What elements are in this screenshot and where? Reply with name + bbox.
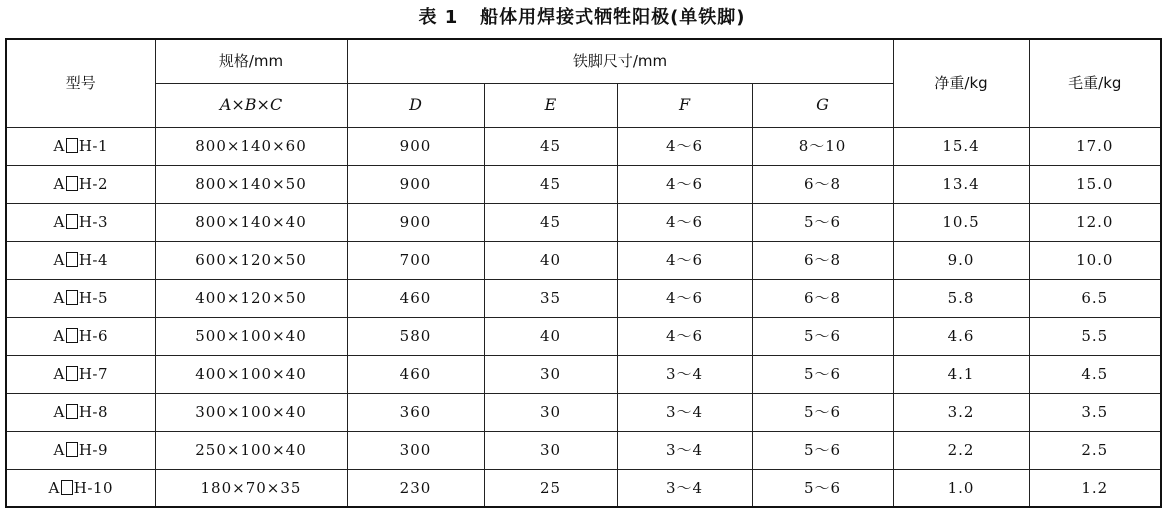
anode-spec-table: [5, 38, 1162, 508]
caption-label: 表 1: [418, 7, 459, 28]
blank-box-icon: [66, 328, 78, 343]
f-cell: 4～6: [617, 203, 752, 241]
e-cell: 35: [484, 279, 617, 317]
model-prefix: A: [53, 441, 65, 459]
blank-box-icon: [66, 214, 78, 229]
table-row: [6, 393, 1161, 431]
e-cell: 40: [484, 317, 617, 355]
model-prefix: A: [53, 175, 65, 193]
net-weight-cell: 5.8: [893, 279, 1029, 317]
header-model: 型号: [6, 39, 155, 127]
d-cell: 360: [347, 393, 484, 431]
spec-cell: 180×70×35: [155, 469, 347, 507]
spec-cell: 600×120×50: [155, 241, 347, 279]
model-cell: [6, 355, 155, 393]
e-cell: 45: [484, 165, 617, 203]
model-suffix: H-1: [78, 137, 109, 155]
model-cell: [6, 393, 155, 431]
model-suffix: H-9: [78, 441, 109, 459]
e-cell: 30: [484, 355, 617, 393]
table-row: [6, 165, 1161, 203]
blank-box-icon: [66, 252, 78, 267]
d-cell: 460: [347, 279, 484, 317]
d-cell: 300: [347, 431, 484, 469]
e-cell: 30: [484, 393, 617, 431]
header-f: F: [617, 83, 752, 127]
model-prefix: A: [53, 365, 65, 383]
d-cell: 460: [347, 355, 484, 393]
model-cell: [6, 241, 155, 279]
model-suffix: H-4: [78, 251, 109, 269]
f-cell: 4～6: [617, 127, 752, 165]
model-suffix: H-8: [78, 403, 109, 421]
f-cell: 4～6: [617, 317, 752, 355]
model-suffix: H-7: [78, 365, 109, 383]
e-cell: 30: [484, 431, 617, 469]
gross-weight-cell: 12.0: [1029, 203, 1161, 241]
table-caption: [0, 4, 1164, 32]
d-cell: 700: [347, 241, 484, 279]
blank-box-icon: [66, 290, 78, 305]
table-body: [6, 127, 1161, 507]
model-suffix: H-3: [78, 213, 109, 231]
spec-cell: 400×120×50: [155, 279, 347, 317]
g-cell: 6～8: [752, 165, 893, 203]
blank-box-icon: [66, 176, 78, 191]
header-net-weight: 净重/kg: [893, 39, 1029, 127]
spec-cell: 800×140×50: [155, 165, 347, 203]
net-weight-cell: 15.4: [893, 127, 1029, 165]
d-cell: 900: [347, 127, 484, 165]
g-cell: 5～6: [752, 469, 893, 507]
model-cell: [6, 127, 155, 165]
header-spec: 规格/mm: [155, 39, 347, 83]
header-foot-dimensions: 铁脚尺寸/mm: [347, 39, 893, 83]
net-weight-cell: 3.2: [893, 393, 1029, 431]
table-row: [6, 355, 1161, 393]
g-cell: 5～6: [752, 355, 893, 393]
f-cell: 3～4: [617, 355, 752, 393]
g-cell: 5～6: [752, 431, 893, 469]
blank-box-icon: [66, 138, 78, 153]
header-e: E: [484, 83, 617, 127]
g-cell: 5～6: [752, 393, 893, 431]
table-row: [6, 127, 1161, 165]
spec-cell: 800×140×60: [155, 127, 347, 165]
f-cell: 3～4: [617, 469, 752, 507]
blank-box-icon: [66, 442, 78, 457]
model-cell: [6, 279, 155, 317]
table-row: [6, 203, 1161, 241]
header-gross-weight: 毛重/kg: [1029, 39, 1161, 127]
d-cell: 900: [347, 203, 484, 241]
gross-weight-cell: 1.2: [1029, 469, 1161, 507]
spec-cell: 400×100×40: [155, 355, 347, 393]
g-cell: 6～8: [752, 279, 893, 317]
model-prefix: A: [53, 213, 65, 231]
spec-cell: 300×100×40: [155, 393, 347, 431]
g-cell: 5～6: [752, 317, 893, 355]
blank-box-icon: [61, 480, 73, 495]
table-row: [6, 279, 1161, 317]
net-weight-cell: 2.2: [893, 431, 1029, 469]
model-suffix: H-5: [78, 289, 109, 307]
model-suffix: H-6: [78, 327, 109, 345]
blank-box-icon: [66, 366, 78, 381]
e-cell: 45: [484, 127, 617, 165]
net-weight-cell: 10.5: [893, 203, 1029, 241]
gross-weight-cell: 6.5: [1029, 279, 1161, 317]
net-weight-cell: 4.6: [893, 317, 1029, 355]
header-spec-sub: A×B×C: [155, 83, 347, 127]
e-cell: 40: [484, 241, 617, 279]
header-d: D: [347, 83, 484, 127]
g-cell: 5～6: [752, 203, 893, 241]
gross-weight-cell: 2.5: [1029, 431, 1161, 469]
f-cell: 4～6: [617, 241, 752, 279]
net-weight-cell: 13.4: [893, 165, 1029, 203]
f-cell: 3～4: [617, 431, 752, 469]
f-cell: 4～6: [617, 165, 752, 203]
model-cell: [6, 165, 155, 203]
model-cell: [6, 317, 155, 355]
blank-box-icon: [66, 404, 78, 419]
gross-weight-cell: 10.0: [1029, 241, 1161, 279]
model-prefix: A: [53, 327, 65, 345]
caption-title: 船体用焊接式牺牲阳极(单铁脚): [480, 7, 746, 28]
e-cell: 25: [484, 469, 617, 507]
table-row: [6, 469, 1161, 507]
spec-cell: 800×140×40: [155, 203, 347, 241]
table-row: [6, 317, 1161, 355]
model-prefix: A: [53, 251, 65, 269]
header-row-1: [6, 39, 1161, 83]
g-cell: 6～8: [752, 241, 893, 279]
model-prefix: A: [53, 403, 65, 421]
d-cell: 900: [347, 165, 484, 203]
model-suffix: H-2: [78, 175, 109, 193]
net-weight-cell: 1.0: [893, 469, 1029, 507]
table-header: [6, 39, 1161, 127]
e-cell: 45: [484, 203, 617, 241]
spec-cell: 250×100×40: [155, 431, 347, 469]
f-cell: 3～4: [617, 393, 752, 431]
gross-weight-cell: 15.0: [1029, 165, 1161, 203]
gross-weight-cell: 4.5: [1029, 355, 1161, 393]
f-cell: 4～6: [617, 279, 752, 317]
model-cell: [6, 469, 155, 507]
net-weight-cell: 4.1: [893, 355, 1029, 393]
model-cell: [6, 431, 155, 469]
spec-cell: 500×100×40: [155, 317, 347, 355]
net-weight-cell: 9.0: [893, 241, 1029, 279]
table-row: [6, 241, 1161, 279]
model-suffix: H-10: [73, 478, 114, 497]
table-row: [6, 431, 1161, 469]
model-cell: [6, 203, 155, 241]
model-prefix: A: [53, 289, 65, 307]
header-g: G: [752, 83, 893, 127]
d-cell: 230: [347, 469, 484, 507]
gross-weight-cell: 17.0: [1029, 127, 1161, 165]
g-cell: 8～10: [752, 127, 893, 165]
gross-weight-cell: 3.5: [1029, 393, 1161, 431]
model-prefix: A: [53, 137, 65, 155]
d-cell: 580: [347, 317, 484, 355]
gross-weight-cell: 5.5: [1029, 317, 1161, 355]
model-prefix: A: [48, 478, 60, 497]
